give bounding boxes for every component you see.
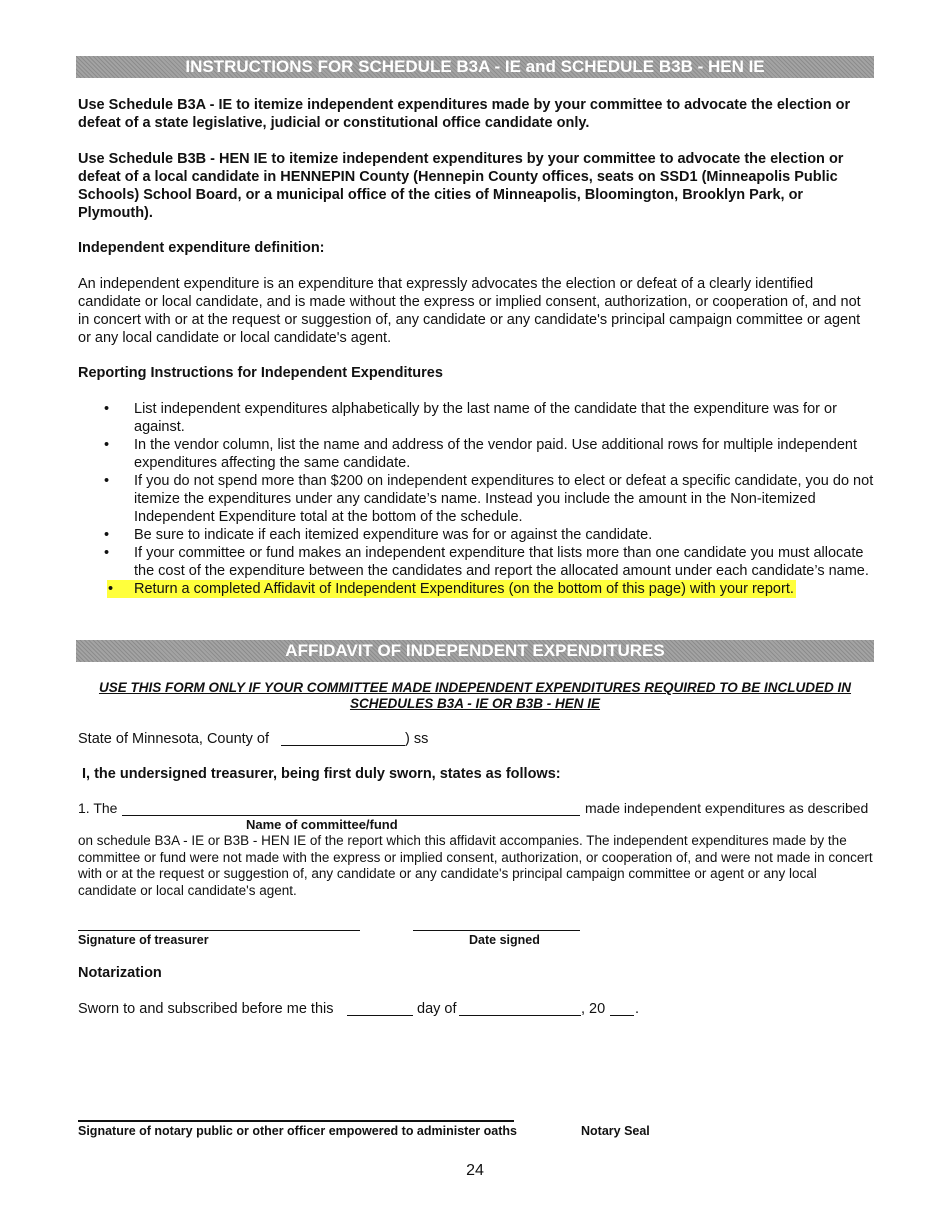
highlighted-list-item	[107, 580, 796, 598]
bullet-icon: •	[104, 473, 110, 489]
bullet-icon: •	[108, 581, 114, 597]
affidavit-title: AFFIDAVIT OF INDEPENDENT EXPENDITURES	[285, 641, 665, 660]
committee-name-field[interactable]	[122, 815, 580, 816]
schedule-b3b-paragraph: Use Schedule B3B - HEN IE to itemize independent expenditures by your committee to advocate the election or defeat of a local candidate in HENNEPIN County (Hennepin County offices, seats on SSD1 (Minneapolis Public Schools) School Board, or a municipal office of the cities of Minneapolis, Bloomington, Brooklyn Park, or Plymouth).	[78, 151, 844, 221]
list-item	[78, 400, 874, 436]
treasurer-signature-line[interactable]	[78, 930, 360, 931]
sworn-month-field[interactable]	[459, 1015, 581, 1016]
committee-name-label: Name of committee/fund	[246, 817, 398, 832]
notary-signature-line[interactable]	[78, 1120, 514, 1122]
treasurer-signature-label: Signature of treasurer	[78, 933, 209, 947]
date-signed-line[interactable]	[413, 930, 580, 931]
notarization-heading: Notarization	[78, 965, 162, 981]
affidavit-title-banner	[76, 640, 874, 662]
sworn-end: .	[635, 1001, 640, 1017]
sworn-year-prefix: , 20	[581, 1001, 606, 1017]
affidavit-notice-line-2: SCHEDULES B3A - IE OR B3B - HEN IE	[349, 696, 601, 711]
sworn-day-of: day of	[417, 1001, 457, 1017]
definition-text: An independent expenditure is an expenditure that expressly advocates the election or defeat of a clearly identified candidate or local candidate, and is made without the express or implied consent, authorization, or cooperation of, and not in concert with or at the request or suggestion of, any candidate or any candidate's principal campaign committee or agent or any local candidate or local candidate's agent.	[78, 276, 861, 346]
bullet-text: In the vendor column, list the name and address of the vendor paid. Use additional rows for multiple independent expenditures affecting the same candidate.	[134, 437, 858, 471]
instructions-title-banner	[76, 56, 874, 78]
page-number: 24	[466, 1162, 484, 1179]
bullet-icon: •	[104, 545, 110, 561]
sworn-day-field[interactable]	[347, 1015, 413, 1016]
county-prefix: State of Minnesota, County of	[78, 731, 270, 747]
list-item	[78, 436, 874, 472]
sworn-prefix: Sworn to and subscribed before me this	[78, 1001, 334, 1017]
schedule-b3a-paragraph: Use Schedule B3A - IE to itemize independent expenditures made by your committee to advocate the election or defeat of a state legislative, judicial or constitutional office candidate only.	[78, 97, 851, 131]
notary-seal-label: Notary Seal	[581, 1124, 650, 1138]
bullet-icon: •	[104, 401, 110, 417]
instructions-title: INSTRUCTIONS FOR SCHEDULE B3A - IE and SCHEDULE B3B - HEN IE	[185, 57, 765, 76]
definition-heading: Independent expenditure definition:	[78, 240, 325, 256]
item-prefix: 1. The	[78, 800, 118, 816]
bullet-icon: •	[104, 527, 110, 543]
highlighted-bullet-text: Return a completed Affidavit of Independent Expenditures (on the bottom of this page) with your report.	[134, 581, 794, 597]
affidavit-notice-line-1: USE THIS FORM ONLY IF YOUR COMMITTEE MADE INDEPENDENT EXPENDITURES REQUIRED TO BE INCLUDED IN	[98, 680, 852, 695]
bullet-text: Be sure to indicate if each itemized expenditure was for or against the candidate.	[134, 527, 653, 543]
bullet-text: If your committee or fund makes an independent expenditure that lists more than one candidate you must allocate the cost of the expenditure between the candidates and report the allocated amount under each candidate’s name.	[134, 545, 869, 579]
bullet-text: If you do not spend more than $200 on independent expenditures to elect or defeat a specific candidate, you do not itemize the expenditures under any candidate’s name. Instead you include the amount in the Non-itemized Independent Expenditure total at the bottom of the schedule.	[134, 473, 874, 525]
list-item	[78, 526, 874, 544]
sworn-statement: I, the undersigned treasurer, being first duly sworn, states as follows:	[82, 766, 561, 782]
affidavit-item-body: on schedule B3A - IE or B3B - HEN IE of the report which this affidavit accompanies. The independent expenditures made by the committee or fund were not made with the express or implied consent, authorization, or cooperation of, and were not made in concert with or at the request or suggestion of, any candidate or any candidate's principal campaign committee or agent or any local candidate or local candidate's agent.	[78, 833, 873, 898]
notary-signature-label: Signature of notary public or other officer empowered to administer oaths	[78, 1124, 517, 1138]
bullet-text: List independent expenditures alphabetically by the last name of the candidate that the expenditure was for or against.	[134, 401, 837, 435]
county-field[interactable]	[281, 745, 405, 746]
reporting-bullet-list	[78, 400, 874, 598]
list-item	[78, 544, 874, 580]
county-suffix: ) ss	[405, 731, 429, 747]
bullet-icon: •	[104, 437, 110, 453]
date-signed-label: Date signed	[469, 933, 540, 947]
reporting-heading: Reporting Instructions for Independent Expenditures	[78, 365, 443, 381]
list-item	[78, 472, 874, 526]
item-suffix: made independent expenditures as described	[585, 800, 869, 816]
sworn-year-field[interactable]	[610, 1015, 634, 1016]
